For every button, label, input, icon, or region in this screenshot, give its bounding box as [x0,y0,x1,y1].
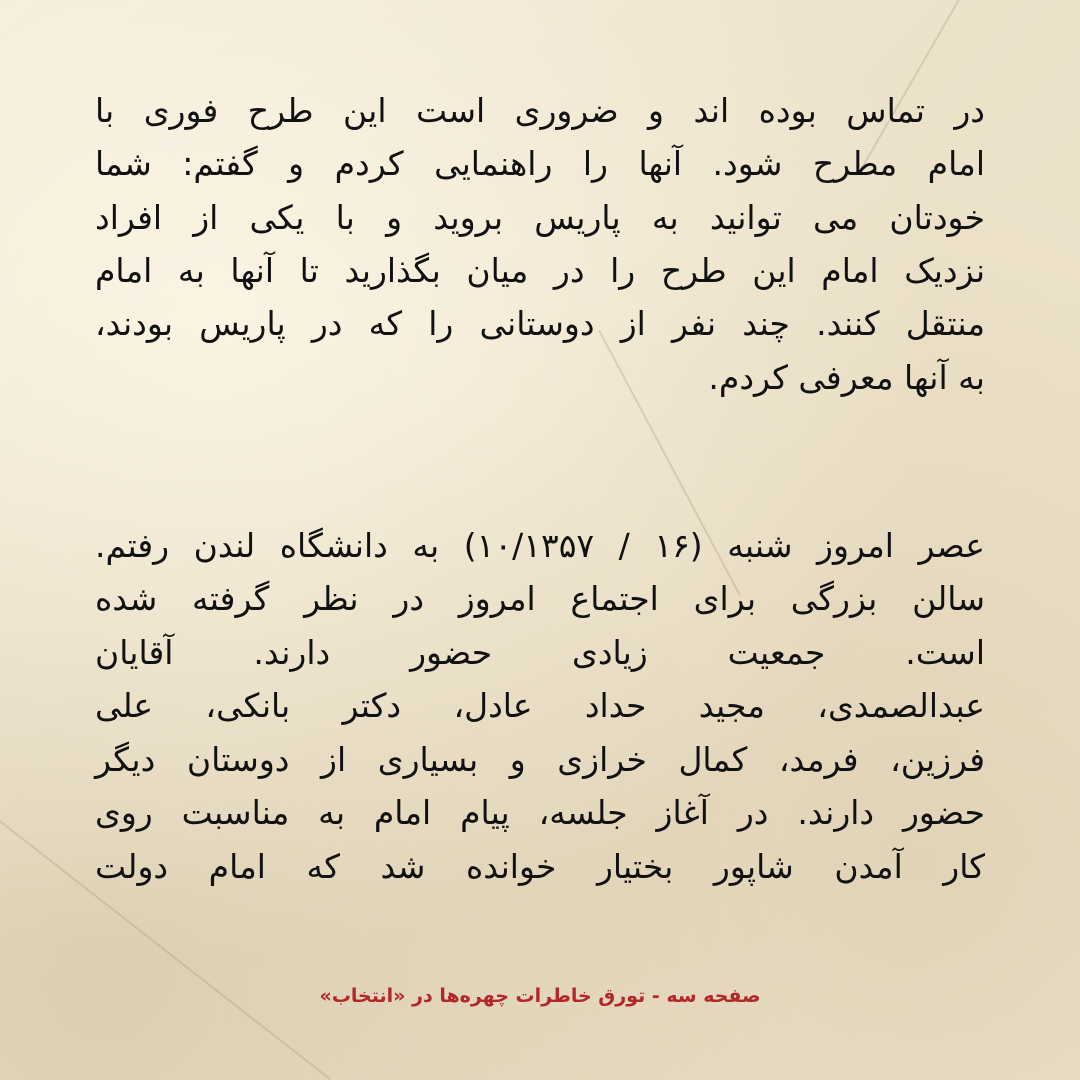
text-line: خودتان می توانید به پاریس بروید و با یکی از افراد [95,198,985,237]
text-line: منتقل کنند. چند نفر از دوستانی را که در پاریس بودند، [95,304,985,343]
text-line: عبدالصمدی، مجید حداد عادل، دکتر بانکی، علی [95,686,985,725]
text-line: عصر امروز شنبه (۱۶ / ۱۰/۱۳۵۷) به دانشگاه لندن رفتم. [95,526,985,565]
page-footer-caption: صفحه سه - تورق خاطرات چهره‌ها در «انتخاب» [319,985,761,1007]
text-line: امام مطرح شود. آنها را راهنمایی کردم و گفتم: شما [95,144,985,183]
text-line: سالن بزرگی برای اجتماع امروز در نظر گرفته شده [95,579,985,618]
text-line: به آنها معرفی کردم. [708,358,985,397]
text-line: نزدیک امام این طرح را در میان بگذارید تا آنها به امام [95,251,985,290]
text-line: در تماس بوده اند و ضروری است این طرح فوری با [95,91,985,130]
text-line: است. جمعیت زیادی حضور دارند. آقایان [95,633,985,672]
text-line: کار آمدن شاپور بختیار خوانده شد که امام دولت [95,847,985,886]
text-line: فرزین، فرمد، کمال خرازی و بسیاری از دوستان دیگر [95,740,985,779]
text-line: حضور دارند. در آغاز جلسه، پیام امام به مناسبت روی [95,793,985,832]
